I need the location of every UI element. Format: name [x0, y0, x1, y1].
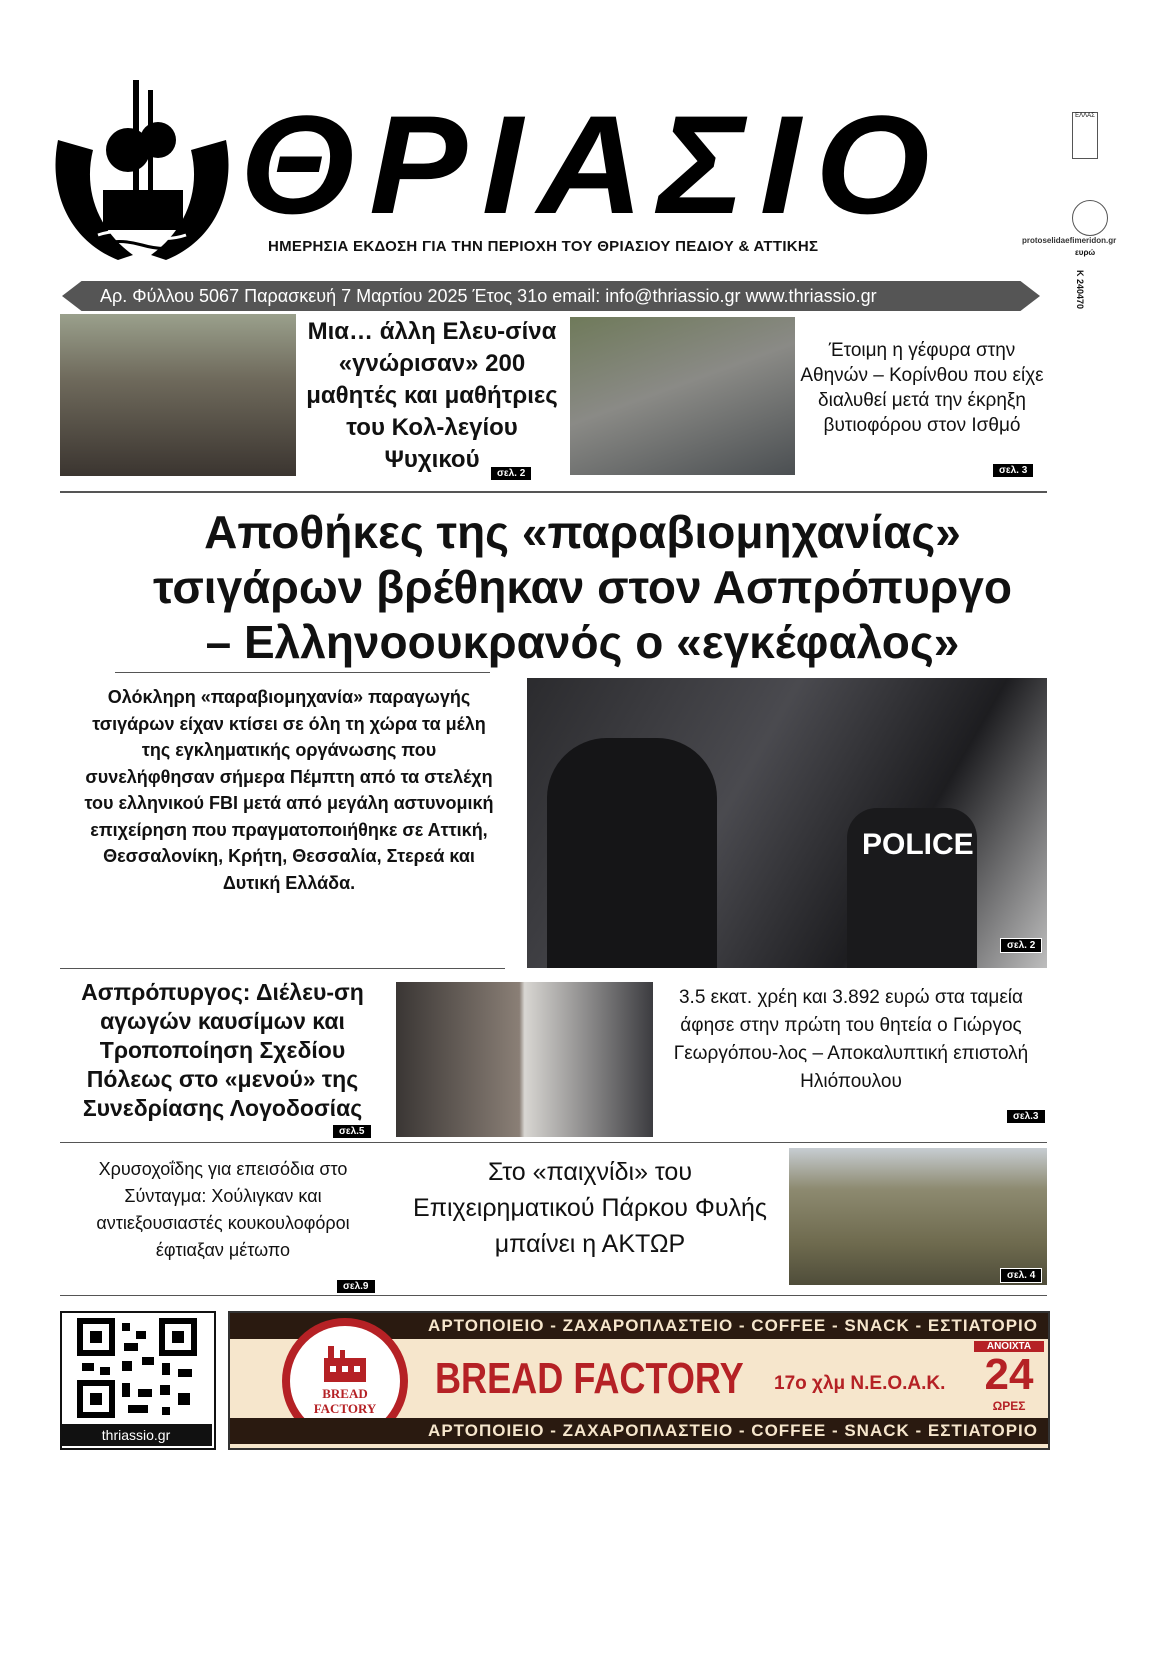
ad-location: 17ο χλμ Ν.Ε.Ο.Α.Κ. — [774, 1373, 946, 1394]
masthead-subtitle: ΗΜΕΡΗΣΙΑ ΕΚΔΟΣΗ ΓΙΑ ΤΗΝ ΠΕΡΙΟΧΗ ΤΟΥ ΘΡΙΑΣΙΟΥ ΠΕΔΙΟΥ & ΑΤΤΙΚΗΣ — [268, 238, 819, 255]
main-headline-line: τσιγάρων βρέθηκαν στον Ασπρόπυργο — [153, 561, 1012, 613]
page-ref: σελ. 2 — [490, 466, 532, 481]
page-ref: σελ.3 — [1006, 1109, 1046, 1124]
ad-top-strip: ΑΡΤΟΠΟΙΕΙΟ - ΖΑΧΑΡΟΠΛΑΣΤΕΙΟ - COFFEE - SNACK - ΕΣΤΙΑΤΟΡΙΟ — [230, 1313, 1048, 1339]
story-headline-fyli-park[interactable]: Στο «παιχνίδι» του Επιχειρηματικού Πάρκου Φυλής μπαίνει η ΑΚΤΩΡ — [413, 1158, 767, 1258]
officer-silhouette — [547, 738, 717, 968]
issue-line: Αρ. Φύλλου 5067 Παρασκευή 7 Μαρτίου 2025 Έτος 31ο email: info@thriassio.gr www.thriassio.gr — [100, 286, 877, 306]
page-ref: σελ.5 — [332, 1124, 372, 1139]
main-headline-line: Αποθήκες της «παραβιομηχανίας» — [204, 506, 961, 558]
ad-bottom-strip: ΑΡΤΟΠΟΙΕΙΟ - ΖΑΧΑΡΟΠΛΑΣΤΕΙΟ - COFFEE - SNACK - ΕΣΤΙΑΤΟΡΙΟ — [230, 1418, 1048, 1444]
divider — [60, 491, 1047, 493]
postmark-icon — [1072, 200, 1108, 236]
divider — [60, 1142, 1047, 1143]
divider — [115, 672, 490, 673]
masthead-title: ΘΡΙΑΣΙΟ — [240, 86, 945, 243]
price-label: ευρώ — [1075, 248, 1096, 257]
ad-hours-label: ΩΡΕΣ — [992, 1399, 1026, 1413]
main-headline-line: – Ελληνοουκρανός ο «εγκέφαλος» — [205, 616, 960, 668]
factory-icon — [320, 1344, 370, 1384]
divider — [60, 968, 505, 969]
story-headline-debts[interactable]: 3.5 εκατ. χρέη και 3.892 ευρώ στα ταμεία άφησε στην πρώτη του θητεία ο Γιώργος Γεωργόπου-λος – Αποκαλυπτική επιστολή Ηλιόπουλου — [673, 987, 1029, 1092]
ad-hours: 24 — [984, 1350, 1034, 1399]
ad-logo-text: FACTORY — [313, 1401, 377, 1416]
main-headline[interactable] — [60, 505, 1105, 670]
story-headline-elefsina[interactable]: Μια… άλλη Ελευ-σίνα «γνώρισαν» 200 μαθητές και μαθήτριες του Κολ-λεγίου Ψυχικού — [306, 318, 558, 473]
ad-logo-text: BREAD — [322, 1386, 368, 1401]
police-vest-text: POLICE — [862, 828, 974, 861]
qr-code-icon — [62, 1313, 210, 1423]
stamp-text: ΕΛΛΑΣ — [1075, 113, 1095, 119]
qr-label: thriassio.gr — [60, 1424, 212, 1446]
main-story-lede: Ολόκληρη «παραβιομηχανία» παραγωγής τσιγάρων είχαν κτίσει σε όλη τη χώρα τα μέλη της εγκληματικής οργάνωσης που συνελήφθησαν σήμερα Πέμπτη από τα στελέχη του ελληνικού FBI μετά από μεγάλη αστυνομική επιχείρηση που πραγματοποιήθηκε σε Αττική, Θεσσαλονίκη, Κρήτη, Θεσσαλία, Στερεά και Δυτική Ελλάδα. — [84, 687, 494, 893]
divider — [60, 1295, 1047, 1296]
ad-open-label: ΑΝΟΙΧΤΑ — [974, 1341, 1044, 1352]
main-story-photo — [527, 678, 1047, 968]
story-headline-aspropyrgos[interactable]: Ασπρόπυργος: Διέλευ-ση αγωγών καυσίμων και Τροποποίηση Σχεδίου Πόλεως στο «μενού» της Συνεδρίασης Λογοδοσίας — [81, 979, 364, 1121]
story-headline-bridge[interactable]: Έτοιμη η γέφυρα στην Αθηνών – Κορίνθου που είχε διαλυθεί μετά την έκρηξη βυτιοφόρου στον Ισθμό — [800, 340, 1044, 436]
page-ref: σελ. 2 — [1000, 938, 1042, 953]
site-label: protoselidaefimeridon.gr — [1022, 236, 1117, 245]
story-photo-fyli — [789, 1148, 1047, 1285]
story-photo-students — [60, 314, 296, 476]
story-photo-council — [396, 982, 653, 1137]
story-headline-chrysochoidis[interactable]: Χρυσοχοΐδης για επεισόδια στο Σύνταγμα: Χούλιγκαν και αντιεξουσιαστές κουκουλοφόροι έφτιαξαν μέτωπο — [96, 1159, 350, 1260]
postage-stamp-icon — [1072, 112, 1098, 159]
page-ref: σελ.9 — [336, 1279, 376, 1294]
side-code: Κ 240470 — [1075, 270, 1085, 310]
thriasio-logo-icon — [48, 70, 236, 270]
bread-factory-ad[interactable] — [228, 1311, 1050, 1450]
page-ref: σελ. 4 — [1000, 1268, 1042, 1283]
page-ref: σελ. 3 — [992, 463, 1034, 478]
story-photo-bridge — [570, 317, 795, 475]
ad-brand: BREAD FACTORY — [435, 1354, 744, 1403]
